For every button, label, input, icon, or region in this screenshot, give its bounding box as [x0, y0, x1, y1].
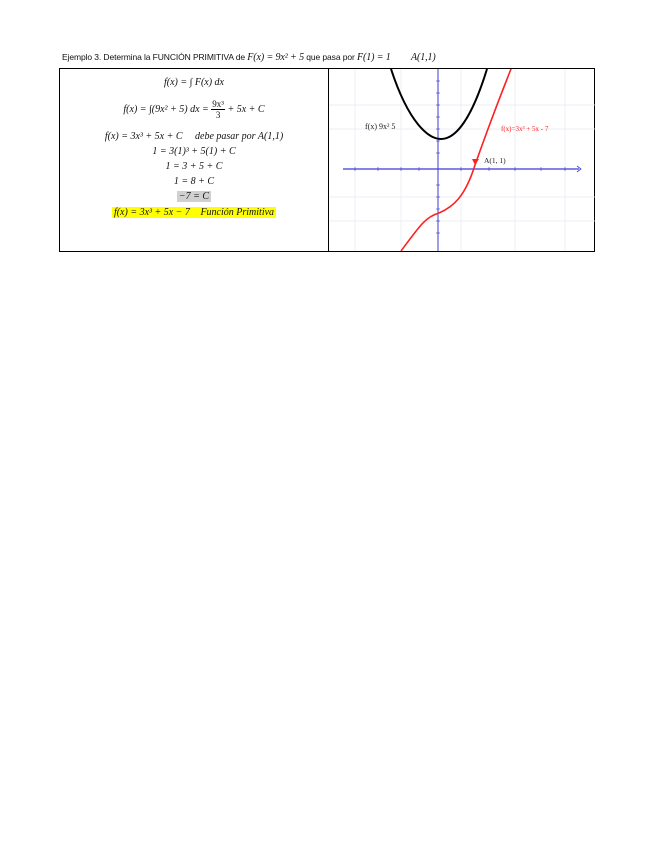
step-integration [60, 99, 328, 120]
step-substitution: 1 = 3(1)³ + 5(1) + C [152, 146, 236, 157]
step-general-primitive [60, 131, 328, 142]
step-integration-left: f(x) = ∫(9x² + 5) dx = [123, 103, 209, 115]
label-point-a: A(1, 1) [484, 156, 506, 165]
label-primitive: f(x)=3x³ + 5x - 7 [501, 125, 549, 133]
step-result [60, 207, 328, 218]
step-simplify-2: 1 = 8 + C [173, 176, 215, 187]
label-derivative: f(x) 9x² 5 [365, 122, 396, 131]
constant-highlight: −7 = C [178, 191, 210, 202]
general-primitive-eq: f(x) = 3x³ + 5x + C [104, 131, 183, 142]
graph-panel [329, 69, 595, 251]
solution-table [59, 68, 595, 252]
step-integration-right: + 5x + C [227, 103, 265, 115]
point-a-marker [472, 159, 479, 165]
function-graph [329, 69, 595, 251]
heading-condition: F(1) = 1 [356, 52, 391, 63]
result-equation: f(x) = 3x³ + 5x − 7 [113, 207, 190, 218]
grid-lines [329, 69, 595, 251]
step-integral-definition: f(x) = ∫ F(x) dx [163, 77, 224, 88]
heading-middle: que pasa por [306, 52, 355, 62]
heading-derivative-equation: F(x) = 9x² + 5 [247, 52, 304, 63]
fraction-numerator: 9x³ [212, 99, 224, 109]
derivative-curve [391, 69, 487, 139]
step-constant [60, 191, 328, 202]
heading-point: A(1,1) [410, 52, 436, 63]
general-primitive-note: debe pasar por A(1,1) [195, 131, 284, 142]
fraction-denominator: 3 [215, 110, 221, 120]
result-highlight [112, 207, 276, 218]
step-integration-fraction [211, 99, 225, 120]
solution-steps [60, 69, 328, 251]
heading-prefix: Ejemplo 3. Determina la FUNCIÓN PRIMITIVA de [62, 52, 245, 62]
axis-ticks [355, 81, 565, 233]
step-simplify-1: 1 = 3 + 5 + C [165, 161, 223, 172]
example-heading [62, 52, 436, 63]
result-note: Función Primitiva [200, 207, 275, 218]
